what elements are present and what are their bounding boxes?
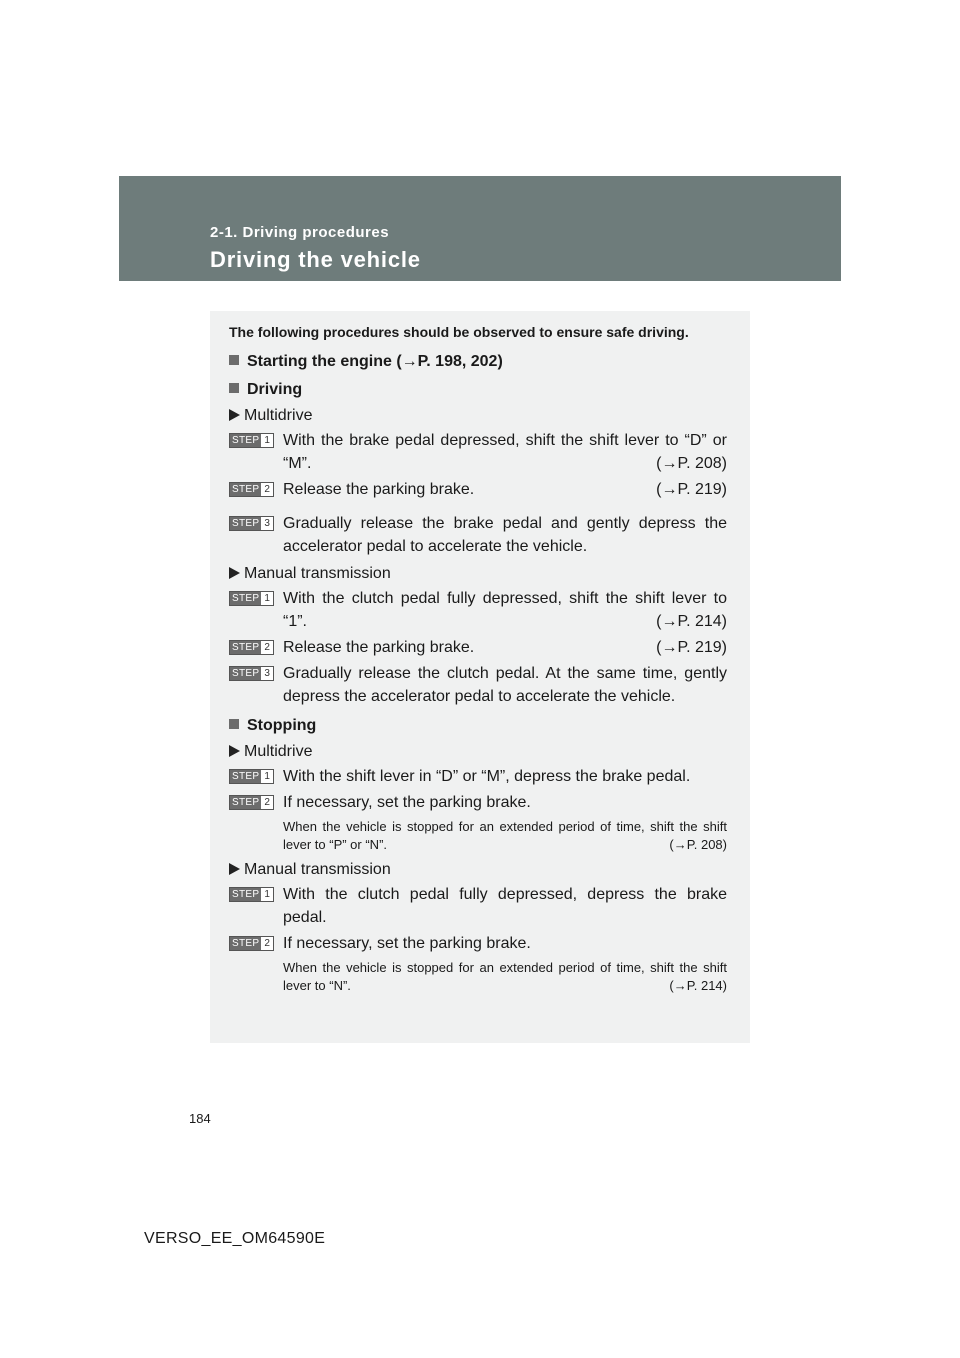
- intro-text: The following procedures should be observed to ensure safe driving.: [229, 324, 689, 340]
- step-badge: [229, 666, 274, 681]
- square-bullet-icon: [229, 355, 239, 365]
- triangle-bullet-icon: [229, 567, 240, 579]
- step-badge: [229, 433, 274, 448]
- triangle-bullet-icon: [229, 863, 240, 875]
- step-item: [229, 636, 727, 659]
- step-badge: [229, 591, 274, 606]
- page-reference: (→P. 219): [656, 481, 727, 498]
- badge-number: 1: [261, 434, 273, 447]
- badge-number: 1: [261, 888, 273, 901]
- content-box: [210, 311, 750, 1043]
- badge-number: 2: [261, 641, 273, 654]
- section-label: 2-1. Driving procedures: [210, 224, 390, 241]
- badge-word: STEP: [232, 668, 260, 679]
- heading-text: Stopping: [247, 717, 317, 734]
- subheading-text: Multidrive: [244, 407, 313, 424]
- step-badge: [229, 640, 274, 655]
- badge-number: 2: [261, 483, 273, 496]
- step-text: With the brake pedal depressed, shift the shift lever to “D” or “M”.: [283, 432, 727, 472]
- step-item: [229, 587, 727, 633]
- step-text: Release the parking brake.: [283, 639, 475, 656]
- triangle-bullet-icon: [229, 745, 240, 757]
- step-item: [229, 512, 727, 558]
- badge-word: STEP: [232, 797, 260, 808]
- step-item: [229, 791, 727, 814]
- step-text: If necessary, set the parking brake.: [283, 935, 531, 952]
- step-text: Gradually release the clutch pedal. At the same time, gently depress the accelerator pedal to accelerate the vehicle.: [283, 665, 727, 705]
- page-reference: (→P. 208): [656, 455, 727, 472]
- step-item: [229, 429, 727, 475]
- heading-text: Starting the engine (→P. 198, 202): [247, 353, 503, 370]
- page-number: 184: [189, 1111, 211, 1126]
- badge-word: STEP: [232, 889, 260, 900]
- step-item: [229, 478, 727, 501]
- heading-driving: [229, 380, 727, 400]
- heading-starting-engine: [229, 352, 727, 372]
- header-banner: [119, 176, 841, 281]
- step-badge: [229, 482, 274, 497]
- subheading-manual-transmission: [229, 860, 727, 880]
- step-text: Release the parking brake.: [283, 481, 475, 498]
- document-code: VERSO_EE_OM64590E: [144, 1230, 326, 1247]
- page-reference: (→P. 214): [669, 978, 727, 993]
- step-item: [229, 765, 727, 788]
- step-text: If necessary, set the parking brake.: [283, 794, 531, 811]
- badge-word: STEP: [232, 435, 260, 446]
- heading-stopping: [229, 716, 727, 736]
- page-reference: (→P. 214): [656, 613, 727, 630]
- note-text: [229, 818, 727, 854]
- subheading-text: Multidrive: [244, 743, 313, 760]
- subheading-multidrive: [229, 742, 727, 762]
- page-title: Driving the vehicle: [210, 247, 421, 272]
- square-bullet-icon: [229, 383, 239, 393]
- step-badge: [229, 516, 274, 531]
- step-badge: [229, 769, 274, 784]
- step-item: [229, 932, 727, 955]
- badge-number: 2: [261, 937, 273, 950]
- step-text: With the clutch pedal fully depressed, shift the shift lever to “1”.: [283, 590, 727, 630]
- badge-word: STEP: [232, 518, 260, 529]
- subheading-text: Manual transmission: [244, 565, 391, 582]
- badge-number: 2: [261, 796, 273, 809]
- step-text: With the shift lever in “D” or “M”, depress the brake pedal.: [283, 768, 691, 785]
- step-badge: [229, 795, 274, 810]
- note-text: [229, 959, 727, 995]
- badge-word: STEP: [232, 642, 260, 653]
- subheading-text: Manual transmission: [244, 861, 391, 878]
- badge-word: STEP: [232, 593, 260, 604]
- badge-word: STEP: [232, 484, 260, 495]
- triangle-bullet-icon: [229, 409, 240, 421]
- heading-text: Driving: [247, 381, 303, 398]
- step-text: Gradually release the brake pedal and gently depress the accelerator pedal to accelerate the vehicle.: [283, 515, 727, 555]
- step-badge: [229, 887, 274, 902]
- subheading-manual-transmission: [229, 564, 727, 584]
- subheading-multidrive: [229, 406, 727, 426]
- badge-word: STEP: [232, 771, 260, 782]
- note-body: When the vehicle is stopped for an extended period of time, shift the shift lever to “P” or “N”.: [283, 819, 727, 852]
- step-badge: [229, 936, 274, 951]
- badge-number: 1: [261, 770, 273, 783]
- step-item: [229, 662, 727, 708]
- badge-number: 3: [261, 517, 273, 530]
- step-item: [229, 883, 727, 929]
- badge-number: 1: [261, 592, 273, 605]
- badge-number: 3: [261, 667, 273, 680]
- note-body: When the vehicle is stopped for an extended period of time, shift the shift lever to “N”.: [283, 960, 727, 993]
- page-reference: (→P. 219): [656, 639, 727, 656]
- step-text: With the clutch pedal fully depressed, depress the brake pedal.: [283, 886, 727, 926]
- badge-word: STEP: [232, 938, 260, 949]
- square-bullet-icon: [229, 719, 239, 729]
- page-reference: (→P. 208): [669, 837, 727, 852]
